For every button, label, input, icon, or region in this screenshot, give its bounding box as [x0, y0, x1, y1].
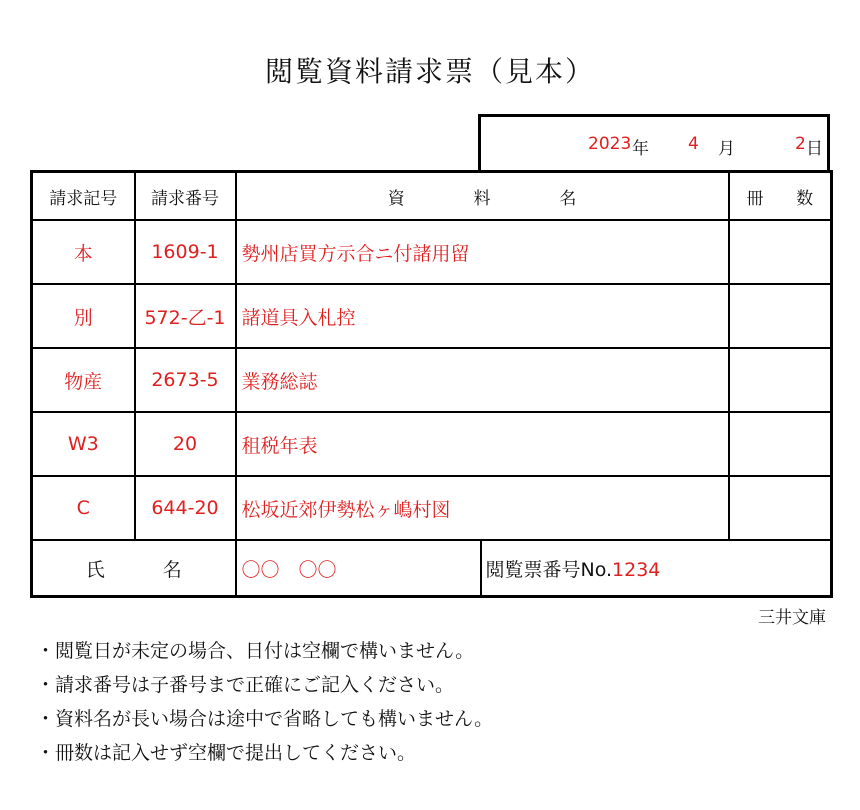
- date-month[interactable]: 4: [688, 134, 699, 154]
- header-volumes-char: 冊: [746, 188, 764, 209]
- row-code[interactable]: C: [32, 476, 135, 540]
- row-number[interactable]: 2673-5: [135, 348, 236, 412]
- header-volumes-cell: [729, 172, 832, 221]
- ticket-cell: [481, 540, 832, 597]
- row-number[interactable]: 1609-1: [135, 220, 236, 284]
- note-item: ・閲覧日が未定の場合、日付は空欄で構いません。: [36, 640, 475, 662]
- library-name: 三井文庫: [758, 608, 826, 628]
- date-box: [478, 114, 830, 172]
- date-year[interactable]: 2023: [588, 134, 632, 154]
- date-month-unit: 月: [718, 139, 735, 159]
- row-volumes[interactable]: [729, 476, 832, 540]
- row-volumes[interactable]: [729, 412, 832, 476]
- row-number[interactable]: 572-乙-1: [135, 284, 236, 348]
- row-volumes[interactable]: [729, 348, 832, 412]
- row-title[interactable]: 勢州店買方示合ニ付諸用留: [236, 220, 729, 284]
- row-number[interactable]: 644-20: [135, 476, 236, 540]
- ticket-label: 閲覧票番号No.: [485, 558, 613, 581]
- notes-list: [36, 634, 493, 770]
- row-title[interactable]: 業務総誌: [236, 348, 729, 412]
- note-item: ・請求番号は子番号まで正確にご記入ください。: [36, 674, 455, 696]
- row-title[interactable]: 租税年表: [236, 412, 729, 476]
- header-material-cell: [236, 172, 729, 221]
- ticket-number[interactable]: 1234: [612, 558, 661, 581]
- request-row: [32, 348, 832, 412]
- header-material-char: 料: [473, 188, 491, 209]
- row-code[interactable]: W3: [32, 412, 135, 476]
- date-day[interactable]: 2: [795, 134, 806, 154]
- header-material-char: 名: [559, 188, 577, 209]
- request-row: [32, 476, 832, 540]
- row-title[interactable]: 諸道具入札控: [236, 284, 729, 348]
- header-number-cell: 請求番号: [135, 172, 236, 221]
- name-value[interactable]: 〇〇 〇〇: [236, 540, 481, 597]
- name-label-char: 名: [162, 558, 182, 581]
- row-volumes[interactable]: [729, 220, 832, 284]
- name-label-cell: [32, 540, 236, 597]
- footer-row: [32, 540, 832, 597]
- header-material-char: 資: [387, 188, 405, 209]
- note-item: ・冊数は記入せず空欄で提出してください。: [36, 742, 417, 764]
- request-row: [32, 412, 832, 476]
- page-title: 閲覧資料請求票（見本）: [264, 55, 595, 88]
- row-number[interactable]: 20: [135, 412, 236, 476]
- date-day-unit: 日: [806, 139, 823, 159]
- header-code-cell: 請求記号: [32, 172, 135, 221]
- row-title[interactable]: 松坂近郊伊勢松ヶ嶋村図: [236, 476, 729, 540]
- request-row: [32, 220, 832, 284]
- name-label-char: 氏: [85, 558, 105, 581]
- header-row: [32, 172, 832, 221]
- row-code[interactable]: 物産: [32, 348, 135, 412]
- date-year-unit: 年: [632, 139, 649, 159]
- row-volumes[interactable]: [729, 284, 832, 348]
- request-form: [30, 170, 833, 598]
- note-item: ・資料名が長い場合は途中で省略しても構いません。: [36, 708, 494, 730]
- row-code[interactable]: 別: [32, 284, 135, 348]
- header-volumes-char: 数: [796, 188, 814, 209]
- request-row: [32, 284, 832, 348]
- row-code[interactable]: 本: [32, 220, 135, 284]
